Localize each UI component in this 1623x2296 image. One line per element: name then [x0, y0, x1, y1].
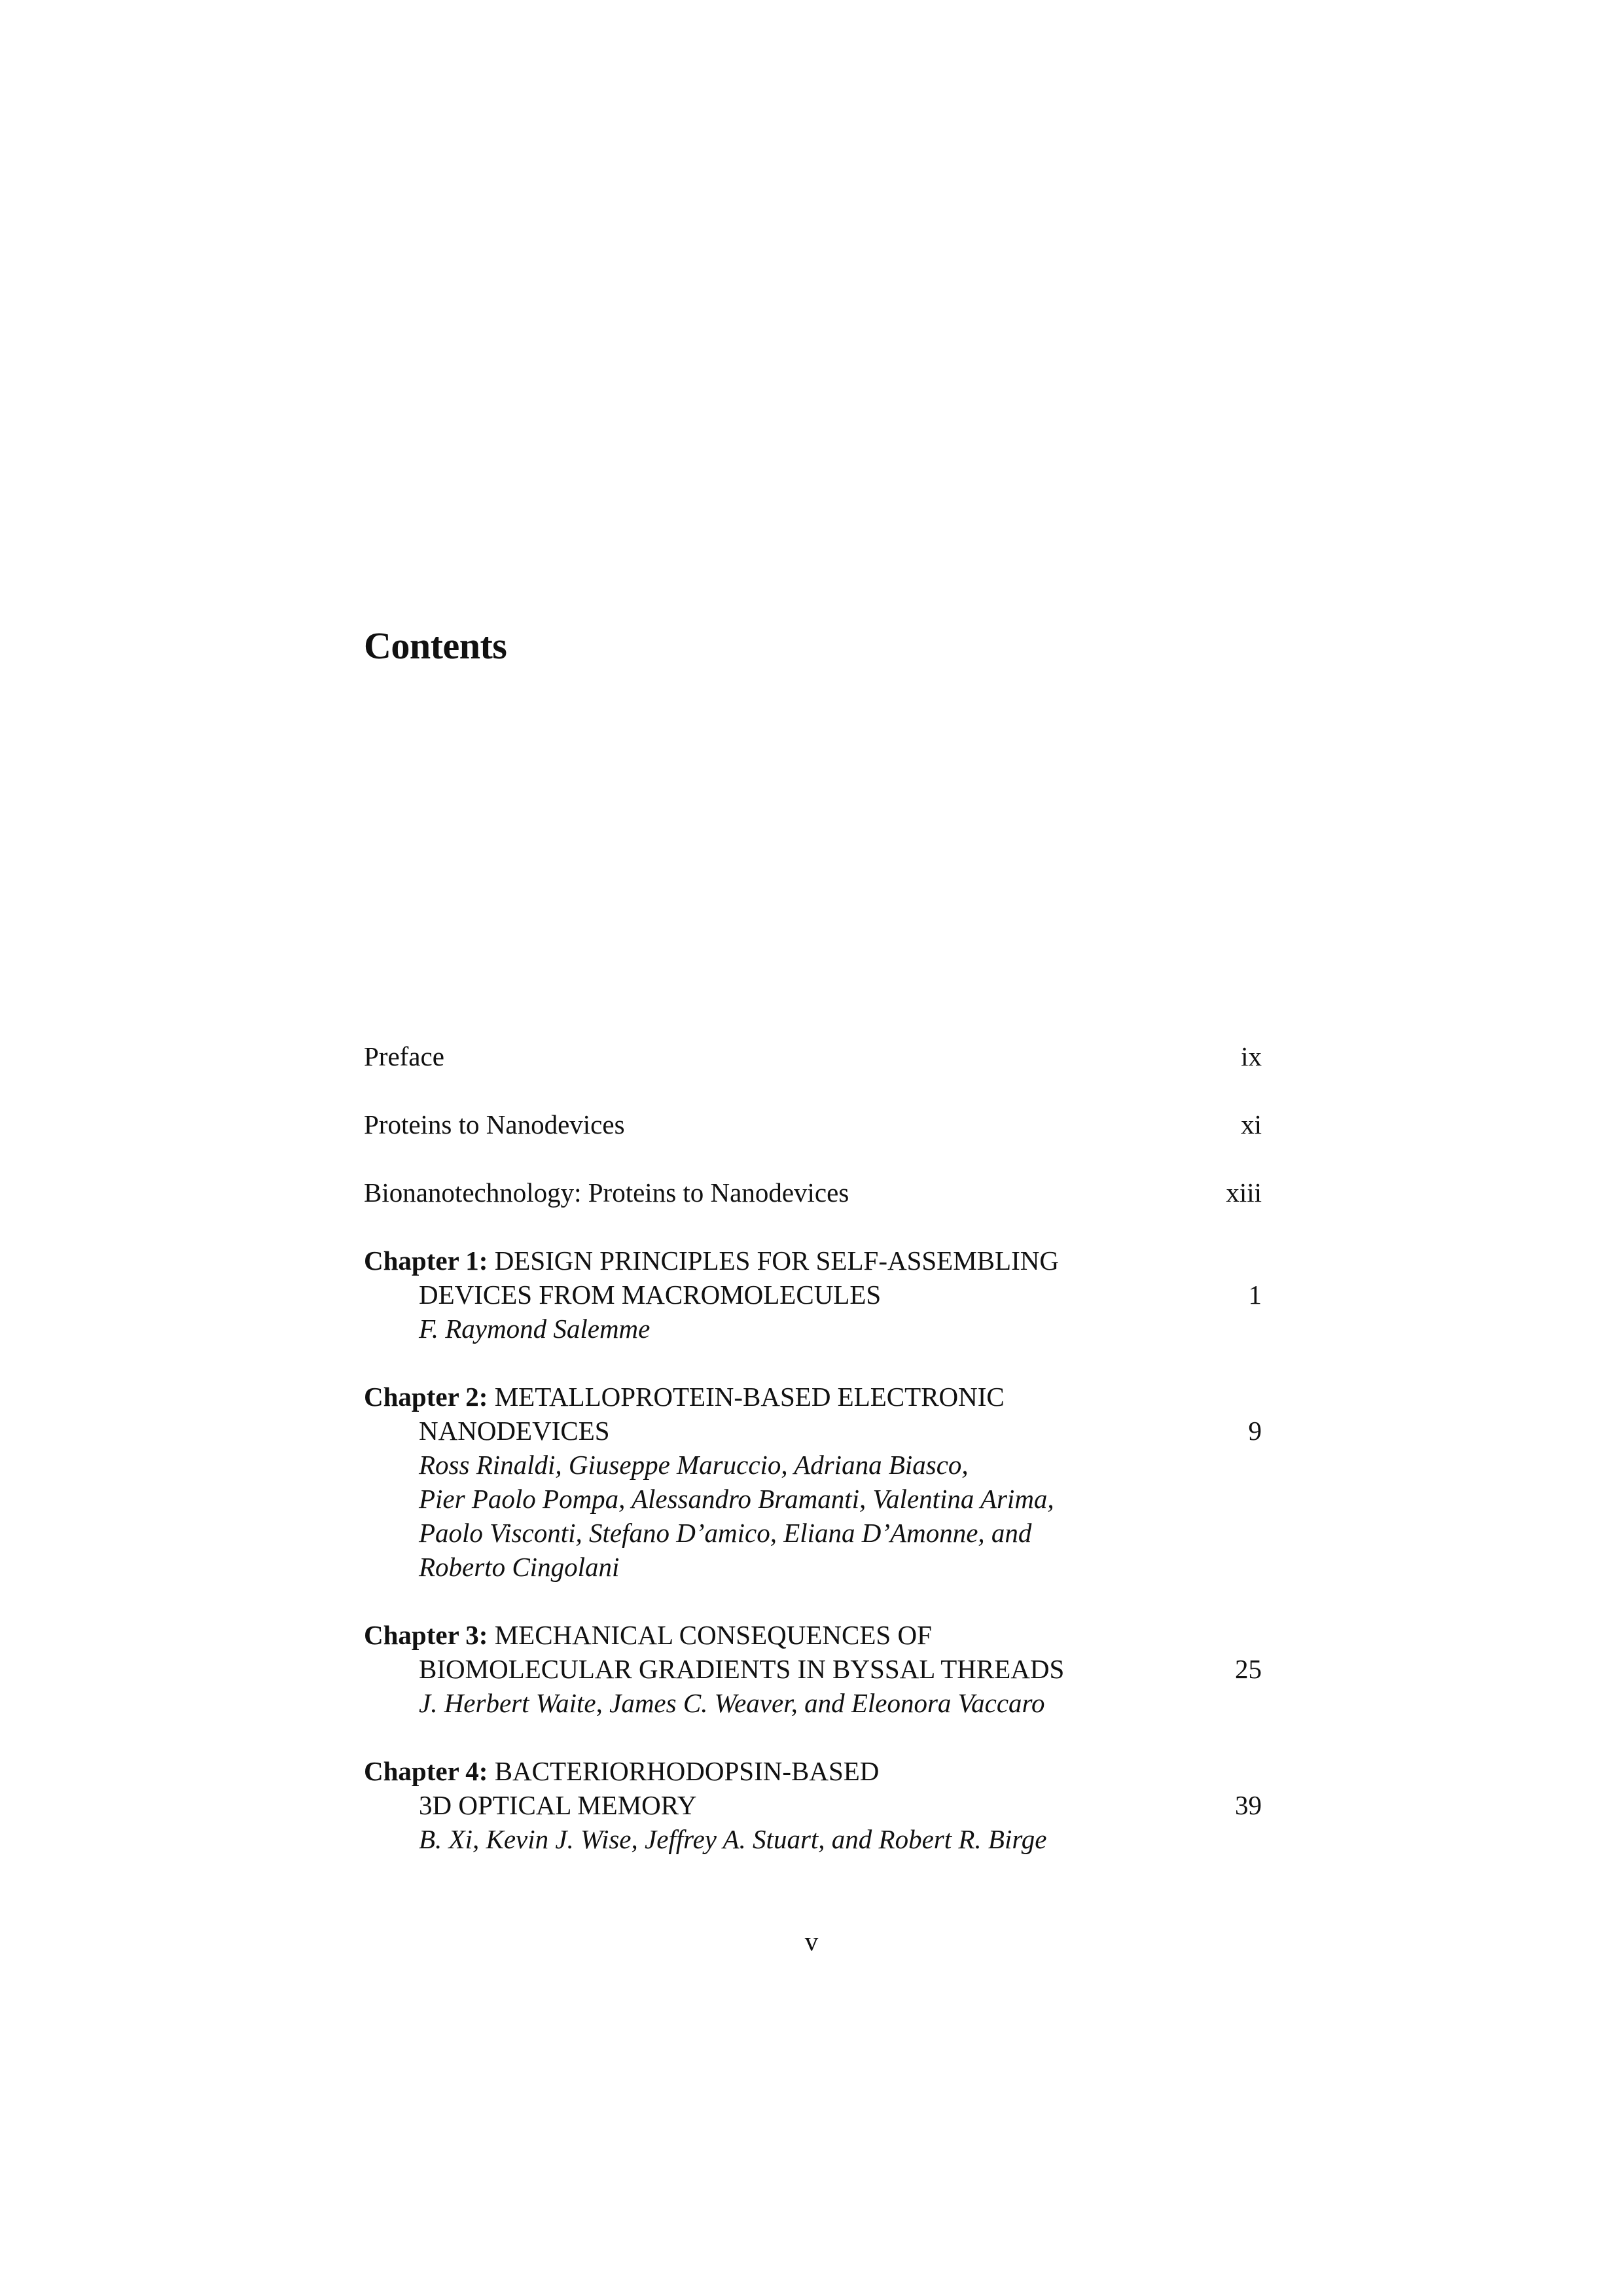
chapter-label: Chapter 4: — [364, 1756, 488, 1786]
entry-title: Preface — [364, 1041, 444, 1071]
chapter-title-line-2: NANODEVICES — [419, 1416, 610, 1446]
chapter-authors-line: Pier Paolo Pompa, Alessandro Bramanti, Valentina Arima, — [419, 1484, 1054, 1514]
chapter-authors-line: Roberto Cingolani — [419, 1552, 620, 1582]
chapter-title-line-2: BIOMOLECULAR GRADIENTS IN BYSSAL THREADS — [419, 1654, 1065, 1684]
page-number: 9 — [1248, 1416, 1262, 1446]
toc-entry-preface[interactable] — [364, 1039, 1262, 1073]
chapter-title-line-1: DESIGN PRINCIPLES FOR SELF-ASSEMBLING — [494, 1246, 1059, 1276]
page-number: 39 — [1235, 1790, 1262, 1820]
chapter-heading — [364, 1754, 879, 1788]
toc-entry-chapter-1[interactable] — [364, 1244, 1262, 1346]
chapter-title-line-1: BACTERIORHODOPSIN-BASED — [494, 1756, 880, 1786]
chapter-title-line-1: MECHANICAL CONSEQUENCES OF — [494, 1620, 932, 1650]
chapter-heading — [364, 1380, 1005, 1414]
toc-entry-proteins-to-nanodevices[interactable] — [364, 1107, 1262, 1141]
chapter-title-line-2: DEVICES FROM MACROMOLECULES — [419, 1280, 882, 1310]
chapter-label: Chapter 2: — [364, 1382, 488, 1412]
toc-entry-chapter-4[interactable] — [364, 1754, 1262, 1856]
toc-entry-chapter-2[interactable] — [364, 1380, 1262, 1584]
chapter-authors-line: Paolo Visconti, Stefano D’amico, Eliana D’Amonne, and — [419, 1518, 1032, 1548]
chapter-heading — [364, 1618, 932, 1652]
page-title: Contents — [364, 624, 507, 667]
chapter-authors: B. Xi, Kevin J. Wise, Jeffrey A. Stuart, and Robert R. Birge — [419, 1824, 1047, 1854]
entry-title: Proteins to Nanodevices — [364, 1109, 625, 1139]
chapter-label: Chapter 1: — [364, 1246, 488, 1276]
chapter-title-line-1: METALLOPROTEIN-BASED ELECTRONIC — [494, 1382, 1005, 1412]
page-number: xiii — [1226, 1177, 1262, 1208]
toc-entry-chapter-3[interactable] — [364, 1618, 1262, 1720]
chapter-authors: F. Raymond Salemme — [419, 1314, 651, 1344]
chapter-label: Chapter 3: — [364, 1620, 488, 1650]
toc-entry-bionanotechnology[interactable] — [364, 1175, 1262, 1210]
page-number: 25 — [1235, 1654, 1262, 1684]
page-folio: v — [804, 1926, 819, 1956]
page-number: xi — [1241, 1109, 1262, 1139]
chapter-heading — [364, 1244, 1059, 1278]
page-number: ix — [1241, 1041, 1262, 1071]
chapter-title-line-2: 3D OPTICAL MEMORY — [419, 1790, 697, 1820]
chapter-authors-line: Ross Rinaldi, Giuseppe Maruccio, Adriana Biasco, — [419, 1450, 969, 1480]
page-number: 1 — [1248, 1280, 1262, 1310]
entry-title: Bionanotechnology: Proteins to Nanodevices — [364, 1177, 849, 1208]
chapter-authors: J. Herbert Waite, James C. Weaver, and Eleonora Vaccaro — [419, 1688, 1045, 1718]
